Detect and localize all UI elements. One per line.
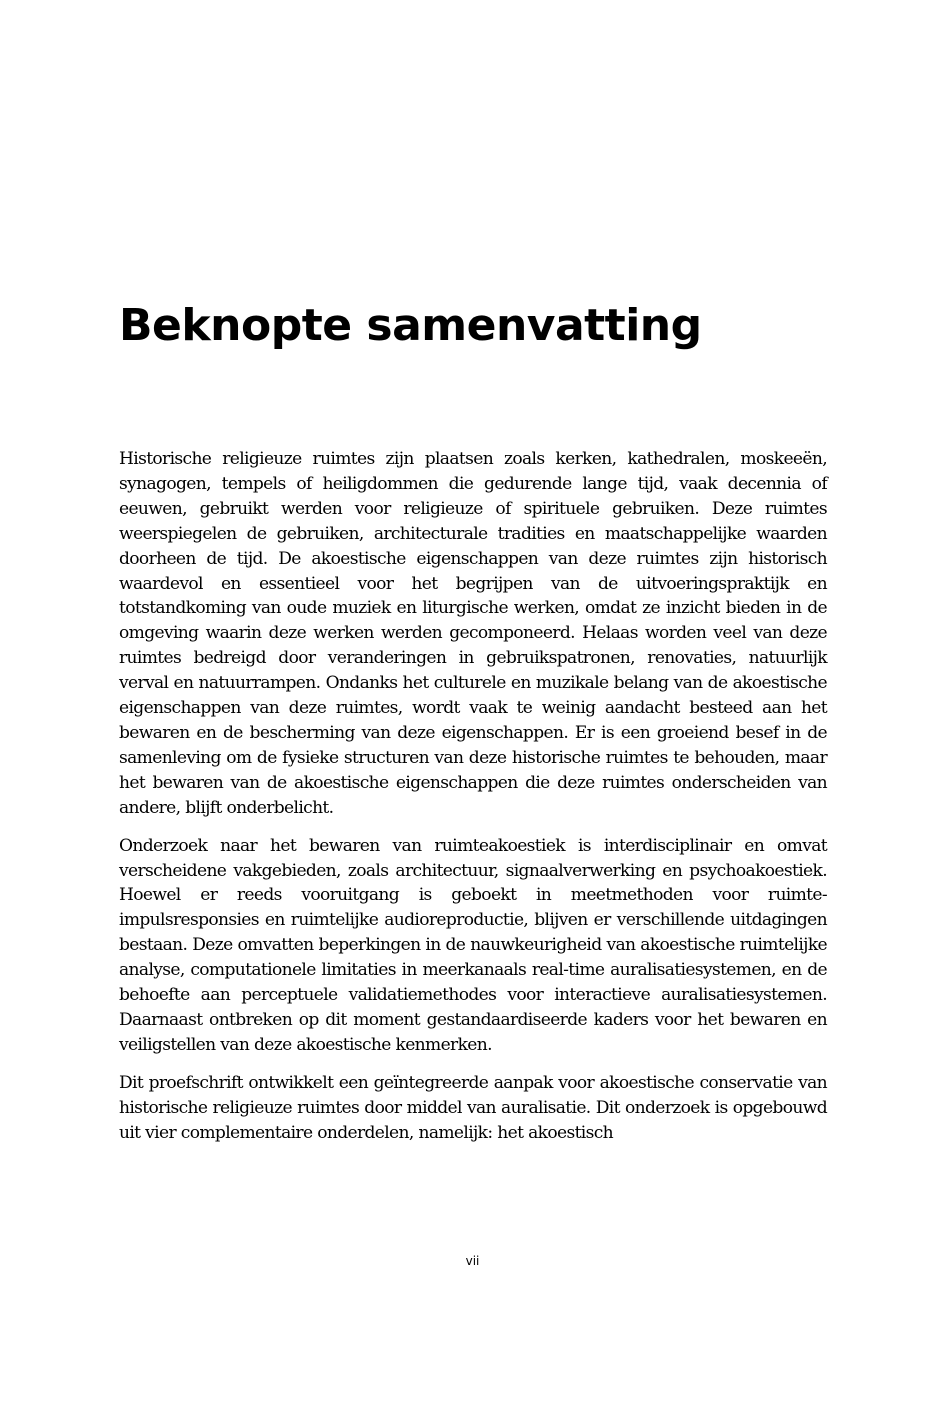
paragraph-3: Dit proefschrift ontwikkelt een geïntegreerde aanpak voor akoestische conservatie van historische religieuze ruimtes door middel van auralisatie. Dit onderzoek is opgebouwd uit vier complementaire onderdelen, namelijk: het akoestisch — [119, 1072, 827, 1143]
paragraph-2: Onderzoek naar het bewaren van ruimteakoestiek is interdisciplinair en omvat verscheidene vakgebieden, zoals architectuur, signaalverwerking en psychoakoestiek. Hoewel er reeds vooruitgang is geboekt in meetmethoden voor ruimte-impulsresponsies en ruimtelijke audioreproductie, blijven er verschillende uitdagingen bestaan. Deze omvatten beperkingen in de nauwkeurigheid van akoestische ruimtelijke analyse, computationele limitaties in meerkanaals real-time auralisatiesystemen, en de behoefte aan perceptuele validatiemethodes voor interactieve auralisatiesystemen. Daarnaast ontbreken op dit moment gestandaardiseerde kaders voor het bewaren en veiligstellen van deze akoestische kenmerken. — [119, 835, 827, 1055]
chapter-title: Beknopte samenvatting — [119, 300, 702, 351]
paragraph-1: Historische religieuze ruimtes zijn plaatsen zoals kerken, kathedralen, moskeeën, synagogen, tempels of heiligdommen die gedurende lange tijd, vaak decennia of eeuwen, gebruikt werden voor religieuze of spirituele gebruiken. Deze ruimtes weerspiegelen de gebruiken, architecturale tradities en maatschappelijke waarden doorheen de tijd. De akoestische eigenschappen van deze ruimtes zijn historisch waardevol en essentieel voor het begrijpen van de uitvoeringspraktijk en totstandkoming van oude muziek en liturgische werken, omdat ze inzicht bieden in de omgeving waarin deze werken werden gecomponeerd. Helaas worden veel van deze ruimtes bedreigd door veranderingen in gebruikspatronen, renovaties, natuurlijk verval en natuurrampen. Ondanks het culturele en muzikale belang van de akoestische eigenschappen van deze ruimtes, wordt vaak te weinig aandacht besteed aan het bewaren en de bescherming van deze eigenschappen. Er is een groeiend besef in de samenleving om de fysieke structuren van deze historische ruimtes te behouden, maar het bewaren van de akoestische eigenschappen die deze ruimtes onderscheiden van andere, blijft onderbelicht. — [119, 449, 827, 818]
page-number: vii — [465, 1254, 480, 1268]
body-text — [119, 447, 827, 1158]
